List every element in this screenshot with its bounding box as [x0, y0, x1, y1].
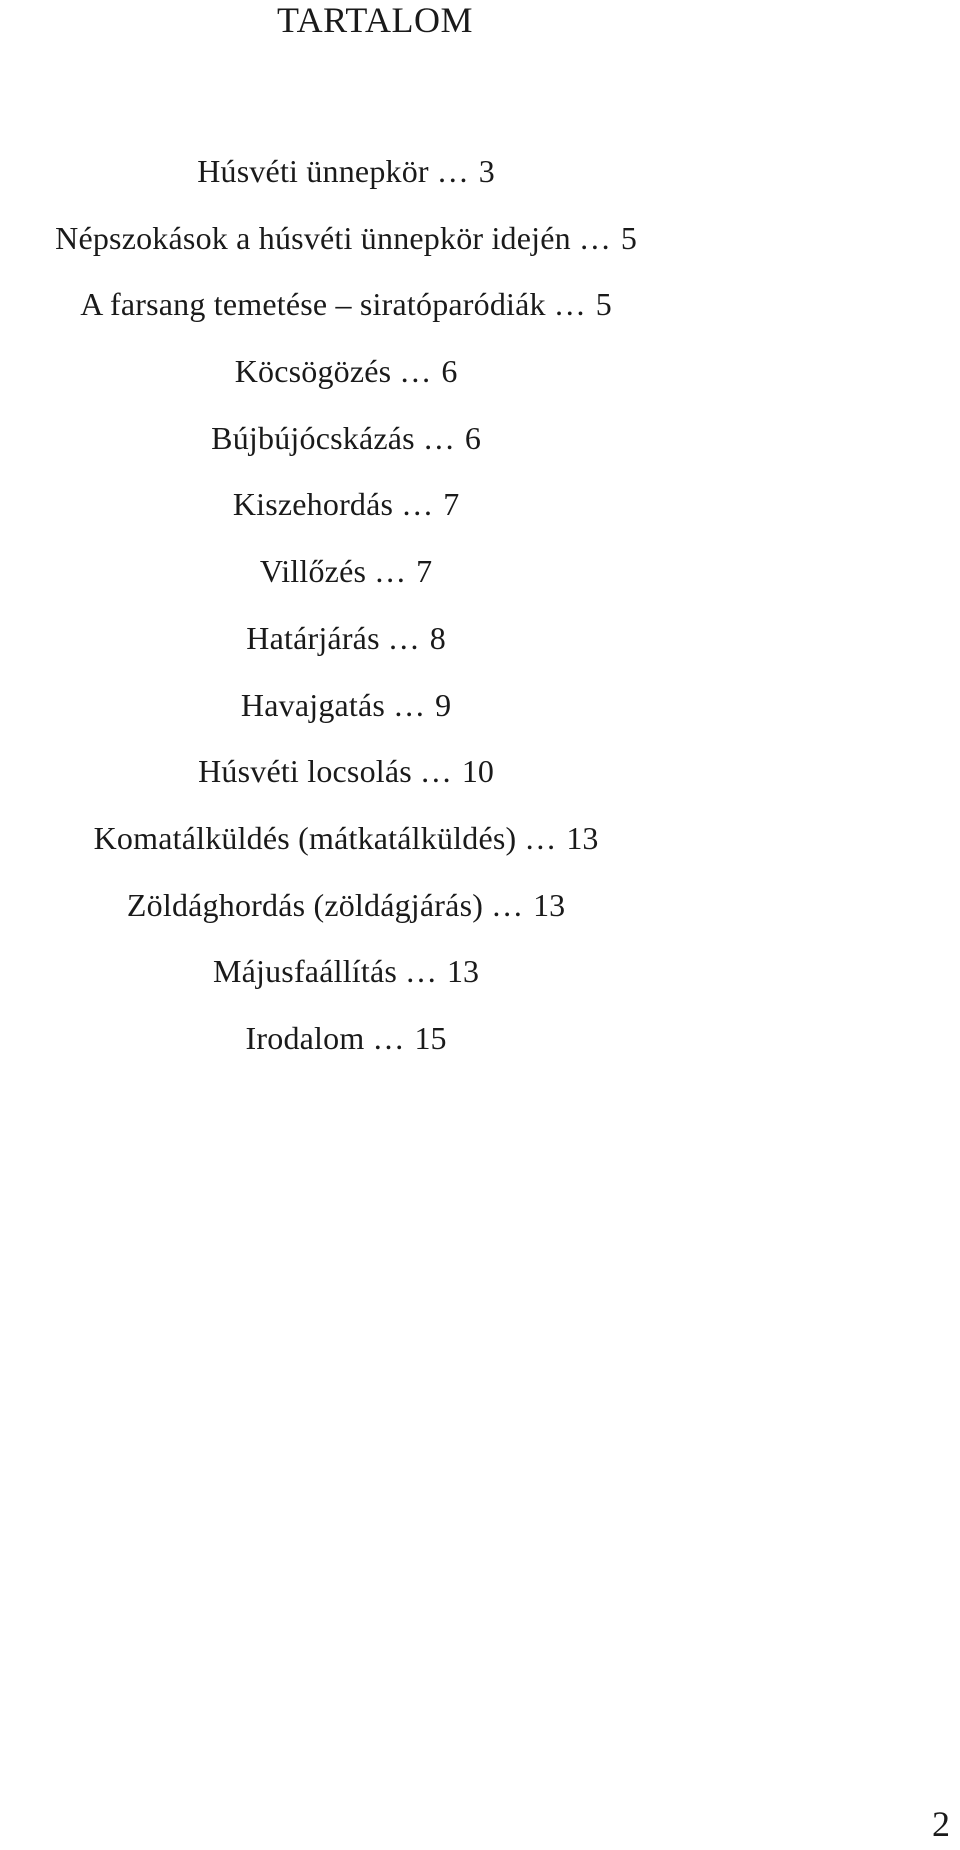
- toc-entry-page: 5: [595, 286, 612, 323]
- toc-entry-page: 7: [416, 553, 433, 590]
- toc-entry-title: Köcsögözés: [234, 353, 392, 390]
- toc-entry: [0, 484, 692, 551]
- toc-entry-leader: …: [387, 619, 420, 656]
- toc-entry-title: Irodalom: [245, 1019, 365, 1056]
- toc-entry: [0, 418, 692, 485]
- toc-entry-page: 5: [620, 219, 637, 256]
- toc-entry-title: Zöldághordás (zöldágjárás): [126, 886, 484, 923]
- toc-entry-page: 6: [464, 419, 481, 456]
- toc-entry-leader: …: [405, 953, 438, 990]
- toc-entry-page: 9: [435, 686, 452, 723]
- toc-entry-page: 13: [447, 953, 480, 990]
- toc-entry-title: Kiszehordás: [232, 486, 394, 523]
- toc-entry-title: Húsvéti locsolás: [198, 753, 412, 790]
- toc-entry-page: 7: [443, 486, 460, 523]
- toc-entry-page: 8: [429, 619, 446, 656]
- toc-entry: [0, 1018, 692, 1085]
- toc-entry-title: Népszokások a húsvéti ünnepkör idején: [55, 219, 571, 256]
- toc-entry-page: 13: [566, 819, 599, 856]
- table-of-contents: [0, 151, 692, 1085]
- toc-entry-title: Villőzés: [259, 553, 367, 590]
- page-number: 2: [932, 1804, 950, 1844]
- toc-entry-title: Határjárás: [246, 619, 380, 656]
- toc-entry-leader: …: [578, 219, 611, 256]
- toc-entry-leader: …: [436, 153, 469, 189]
- toc-entry-leader: …: [401, 486, 434, 523]
- toc-entry-leader: …: [524, 819, 557, 856]
- toc-entry-page: 15: [414, 1019, 447, 1056]
- toc-entry-title: Húsvéti ünnepkör: [197, 153, 429, 189]
- toc-entry: [0, 818, 692, 885]
- toc-entry-title: A farsang temetése – siratóparódiák: [80, 286, 546, 323]
- toc-entry: [0, 151, 692, 218]
- toc-entry-leader: …: [491, 886, 524, 923]
- toc-entry-title: Májusfaállítás: [212, 953, 398, 990]
- toc-entry-title: Havajgatás: [240, 686, 386, 723]
- toc-entry-title: Komatálküldés (mátkatálküldés): [93, 819, 517, 856]
- toc-entry: [0, 551, 692, 618]
- toc-entry-leader: …: [399, 353, 432, 390]
- toc-entry-leader: …: [553, 286, 586, 323]
- toc-entry: [0, 618, 692, 685]
- toc-entry-page: 6: [441, 353, 458, 390]
- toc-entry-leader: …: [393, 686, 426, 723]
- toc-entry: [0, 685, 692, 752]
- toc-entry: [0, 351, 692, 418]
- toc-entry-leader: …: [374, 553, 407, 590]
- toc-entry-page: 3: [478, 153, 495, 189]
- page-title: TARTALOM: [276, 0, 474, 40]
- toc-entry-page: 10: [461, 753, 494, 790]
- toc-entry-page: 13: [533, 886, 566, 923]
- toc-entry-leader: …: [422, 419, 455, 456]
- toc-entry: [0, 751, 692, 818]
- toc-entry: [0, 885, 692, 952]
- toc-entry: [0, 951, 692, 1018]
- toc-entry-title: Bújbújócskázás: [211, 419, 415, 456]
- toc-entry-leader: …: [372, 1019, 405, 1056]
- toc-entry-leader: …: [419, 753, 452, 790]
- toc-entry: [0, 218, 692, 285]
- toc-entry: [0, 284, 692, 351]
